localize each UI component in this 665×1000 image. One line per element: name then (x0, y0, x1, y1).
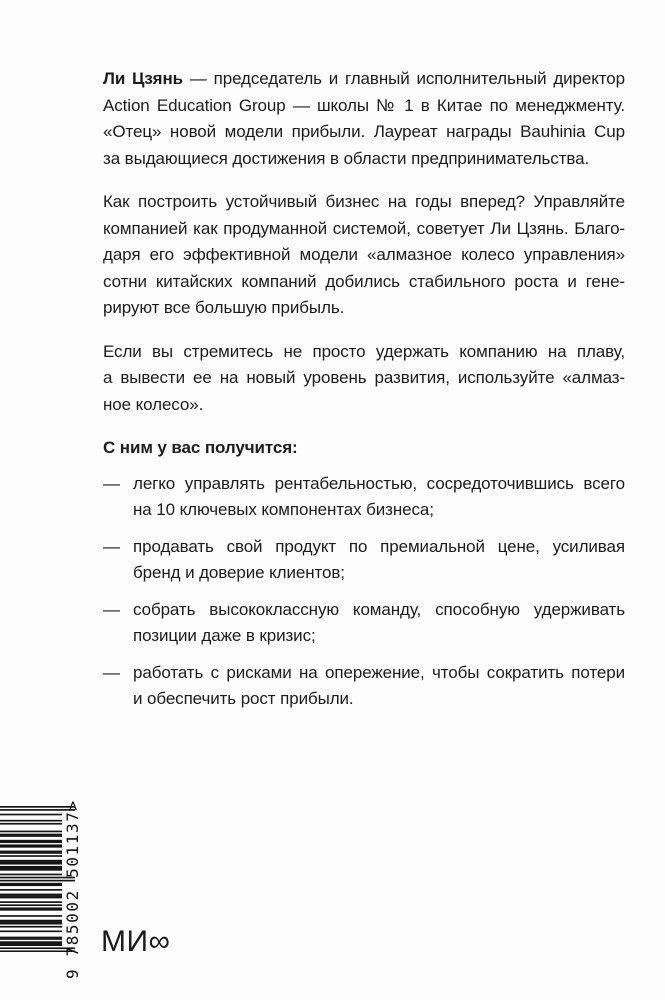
isbn-number: 9 785002 501137> (63, 799, 82, 979)
benefits-list (103, 471, 625, 713)
text-line: и обеспечить рост прибыли. (133, 689, 354, 708)
em-dash-marker: — (103, 473, 120, 493)
text-line: позиции даже в кризис; (133, 626, 316, 645)
list-item (103, 534, 625, 587)
text-line: сотни китайских компаний добились стабильного роста и гене- (103, 271, 625, 291)
list-item (103, 660, 625, 713)
bio-first-line-rest: — председатель и главный исполнительный директор (183, 69, 626, 88)
text-line: «Отец» новой модели прибыли. Лауреат награды Bauhinia Cup (103, 122, 625, 141)
text-line: даря его эффективной модели «алмазное колесо управления» (103, 245, 625, 264)
list-item-text (133, 597, 625, 650)
pitch-paragraph (103, 189, 625, 322)
list-heading: С ним у вас получится: (103, 438, 298, 457)
text-line: легко управлять рентабельностью, сосредоточившись всего (133, 473, 625, 493)
em-dash-marker: — (103, 599, 120, 619)
text-line: рируют все большую прибыль. (103, 298, 345, 317)
text-line: Как построить устойчивый бизнес на годы вперед? Управляйте (103, 192, 625, 211)
text-line: а вывести ее на новый уровень развития, используйте «алмаз- (103, 368, 625, 387)
text-line: бренд и доверие клиентов; (133, 563, 345, 582)
publisher-logo: МИ∞ (101, 925, 171, 958)
list-item-text (133, 660, 625, 713)
text-line: на 10 ключевых компонентах бизнеса; (133, 500, 434, 519)
text-line: компанией как продуманной системой, советует Ли Цзянь. Благо- (103, 218, 625, 238)
list-item-text (133, 534, 625, 587)
text-line: работать с рисками на опережение, чтобы сократить потери (133, 662, 625, 682)
em-dash-marker: — (103, 662, 120, 682)
list-item (103, 471, 625, 524)
text-line: Action Education Group — школы № 1 в Китае по менеджменту. (103, 95, 625, 115)
em-dash-marker: — (103, 536, 120, 556)
text-line (103, 66, 625, 93)
text-line: ное колесо». (103, 394, 204, 414)
blurb-text-block (103, 66, 625, 723)
author-bio-paragraph (103, 66, 625, 172)
text-line: за выдающиеся достижения в области предпринимательства. (103, 148, 590, 168)
author-name: Ли Цзянь (103, 69, 184, 88)
text-line: Если вы стремитесь не просто удержать компанию на плаву, (103, 341, 625, 361)
benefit-paragraph (103, 339, 625, 419)
barcode-block (0, 0, 90, 1000)
list-item (103, 597, 625, 650)
text-line: собрать высококлассную команду, способную удерживать (133, 599, 625, 619)
list-item-text (133, 471, 625, 524)
text-line: продавать свой продукт по премиальной цене, усиливая (133, 536, 625, 556)
